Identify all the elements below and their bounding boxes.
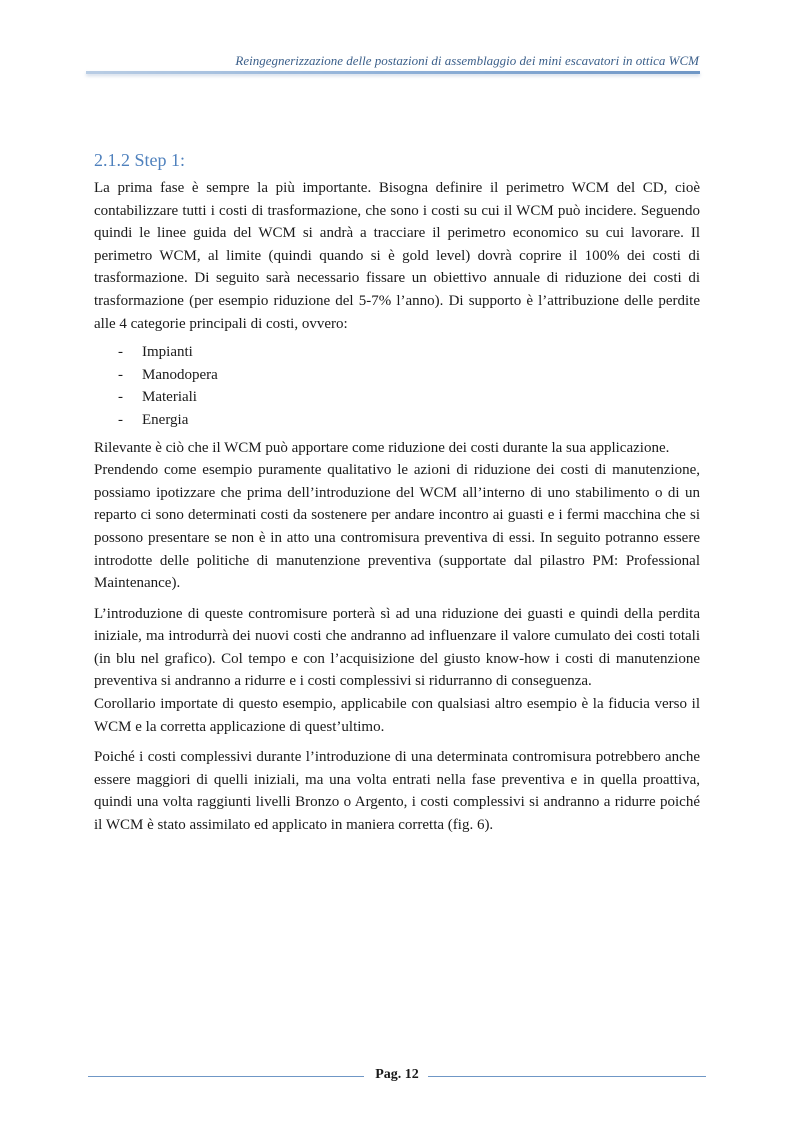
list-item: - Energia <box>94 409 700 432</box>
list-item: - Manodopera <box>94 364 700 387</box>
body-text <box>94 177 700 837</box>
list-item: - Materiali <box>94 386 700 409</box>
cost-category-list <box>94 341 700 431</box>
list-item: - Impianti <box>94 341 700 364</box>
page-number: Pag. 12 <box>375 1067 419 1082</box>
running-header-title: Reingegnerizzazione delle postazioni di assemblaggio dei mini escavatori in ottica WCM <box>235 53 699 68</box>
footer-divider-right <box>428 1076 706 1077</box>
section-heading: 2.1.2 Step 1: <box>94 150 186 170</box>
footer-divider-left <box>88 1076 364 1077</box>
paragraph-6: Poiché i costi complessivi durante l’introduzione di una determinata contromisura potrebbero anche essere maggiori di quelli iniziali, ma una volta entrati nella fase preventiva e in quella proattiva, quindi una volta raggiunti livelli Bronzo o Argento, i costi complessivi si andranno a ridurre poiché il WCM è stato assimilato ed applicato in maniera corretta (fig. 6). <box>94 749 700 834</box>
paragraph-2: Rilevante è ciò che il WCM può apportare come riduzione dei costi durante la sua applicazione. <box>94 439 670 456</box>
paragraph-1: La prima fase è sempre la più importante. Bisogna definire il perimetro WCM del CD, cioè contabilizzare tutti i costi di trasformazione, che sono i costi su cui il WCM può incidere. Seguendo quindi le linee guida del WCM si andrà a tracciare il perimetro economico su cui lavorare. Il perimetro WCM, al limite (quindi quando si è gold level) dovrà coprire il 100% dei costi di trasformazione. Di seguito sarà necessario fissare un obiettivo annuale di riduzione dei costi di trasformazione (per esempio riduzione del 5-7% l’anno). Di supporto è l’attribuzione delle perdite alle 4 categorie principali di costi, ovvero: <box>94 180 700 332</box>
paragraph-5: Corollario importate di questo esempio, applicabile con qualsiasi altro esempio è la fiducia verso il WCM e la corretta applicazione di quest’ultimo. <box>94 696 700 735</box>
header-divider <box>86 71 700 74</box>
paragraph-4: L’introduzione di queste contromisure porterà sì ad una riduzione dei guasti e quindi della perdita iniziale, ma introdurrà dei nuovi costi che andranno ad influenzare il valore cumulato dei costi totali (in blu nel grafico). Col tempo e con l’acquisizione del giusto know-how i costi di manutenzione preventiva si andranno a ridurre e i costi complessivi si ridurranno di conseguenza. <box>94 605 700 690</box>
paragraph-3: Prendendo come esempio puramente qualitativo le azioni di riduzione dei costi di manutenzione, possiamo ipotizzare che prima dell’introduzione del WCM all’interno di uno stabilimento o di un reparto ci sono determinati costi da sostenere per andare incontro ai guasti e i fermi macchina che si possono presentare se non è in atto una contromisura preventiva di essi. In seguito potranno essere introdotte delle politiche di manutenzione preventiva (supportate dal pilastro PM: Professional Maintenance). <box>94 462 700 592</box>
